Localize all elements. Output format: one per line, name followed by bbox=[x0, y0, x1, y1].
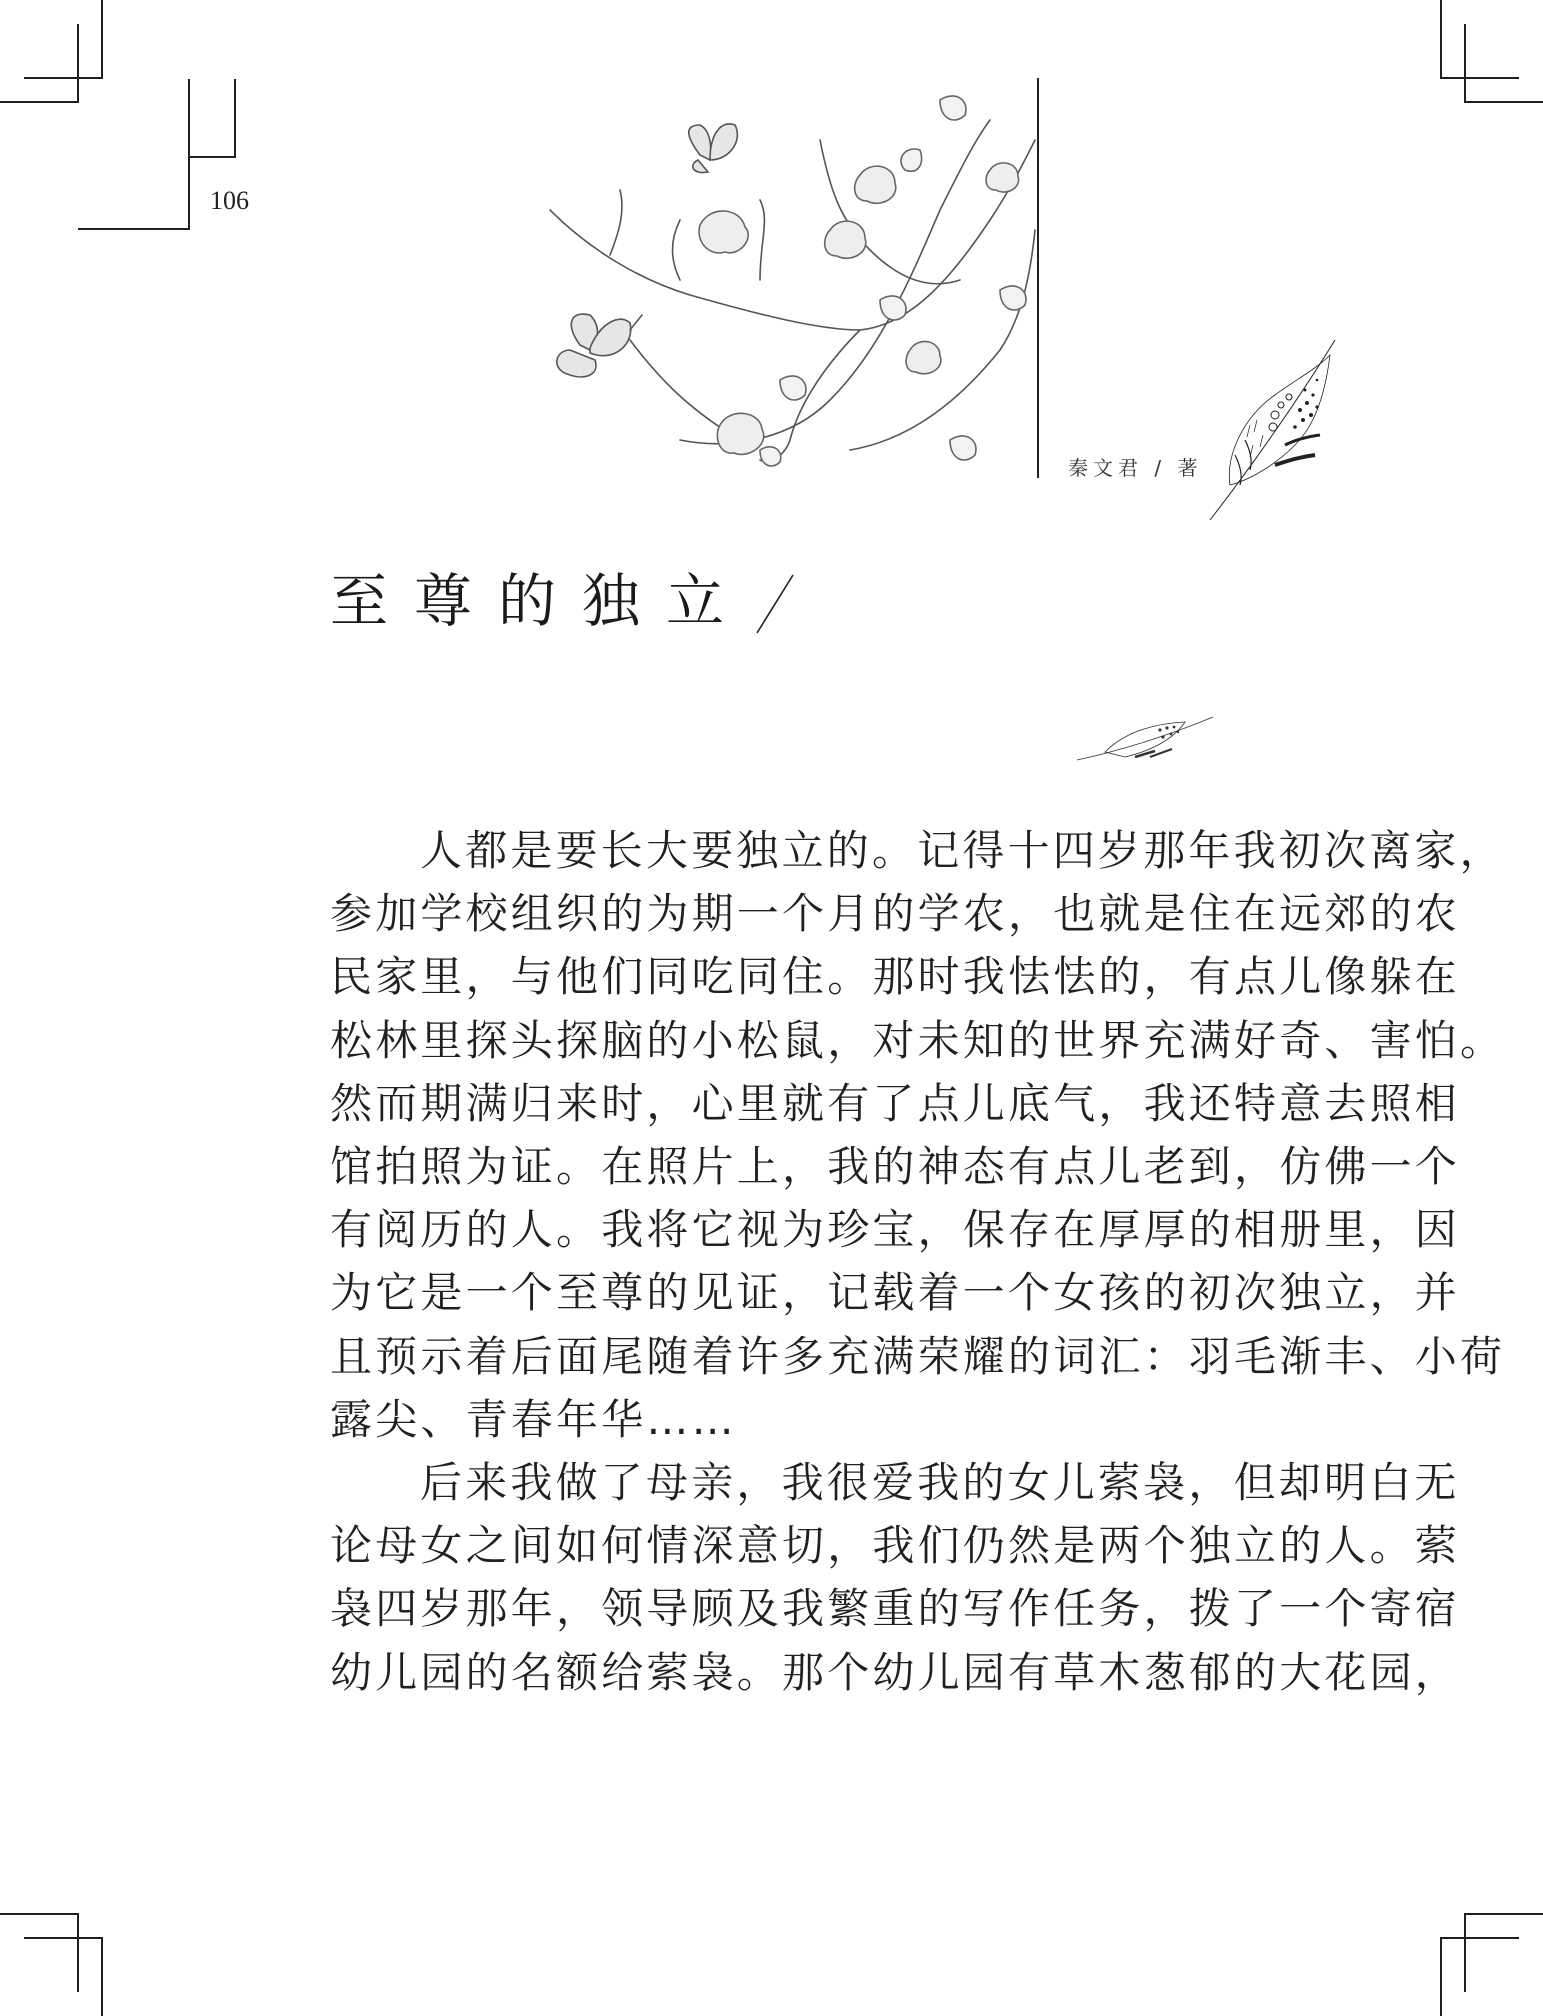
crop-mark bbox=[0, 1913, 79, 1915]
text-line: 后来我做了母亲，我很爱我的女儿萦袅，但却明白无 bbox=[420, 1458, 1460, 1508]
text-line: 露尖、青春年华…… bbox=[330, 1394, 737, 1444]
crop-mark bbox=[1440, 1937, 1519, 1939]
crop-mark bbox=[1440, 0, 1442, 79]
crop-mark bbox=[1464, 24, 1466, 103]
crop-mark bbox=[188, 79, 190, 230]
text-line: 且预示着后面尾随着许多充满荣耀的词汇：羽毛渐丰、小荷 bbox=[330, 1331, 1506, 1381]
page-title: 至尊的独立 bbox=[330, 567, 751, 635]
crop-mark bbox=[101, 0, 103, 79]
crop-mark bbox=[0, 101, 79, 103]
text-line: 论母女之间如何情深意切，我们仍然是两个独立的人。萦 bbox=[330, 1521, 1461, 1571]
crop-mark bbox=[1464, 1913, 1543, 1915]
text-line: 为它是一个至尊的见证，记载着一个女孩的初次独立，并 bbox=[330, 1268, 1461, 1318]
text-line: 幼儿园的名额给萦袅。那个幼儿园有草木葱郁的大花园， bbox=[330, 1647, 1461, 1697]
flowers bbox=[699, 163, 1019, 455]
crop-mark bbox=[24, 1937, 103, 1939]
text-line: 人都是要长大要独立的。记得十四岁那年我初次离家， bbox=[420, 826, 1505, 875]
butterfly-icon bbox=[557, 314, 642, 377]
crop-mark bbox=[24, 77, 103, 79]
feather-icon bbox=[1205, 335, 1340, 525]
illustration-flowers-butterflies bbox=[530, 80, 1038, 480]
crop-mark bbox=[101, 1937, 103, 2016]
text-line: 松林里探头探脑的小松鼠，对未知的世界充满好奇、害怕。 bbox=[330, 1015, 1506, 1065]
crop-mark bbox=[77, 24, 79, 103]
crop-mark bbox=[1464, 101, 1543, 103]
crop-mark bbox=[1440, 1937, 1442, 2016]
paragraph-1 bbox=[330, 819, 1506, 1451]
crop-mark bbox=[188, 156, 236, 158]
feather-icon-small bbox=[1075, 712, 1215, 767]
article-body bbox=[330, 819, 1506, 1704]
vine-branches bbox=[550, 120, 1035, 461]
title-slash-icon bbox=[755, 573, 795, 635]
paragraph-2 bbox=[330, 1451, 1461, 1704]
author-byline: 秦文君 / 著 bbox=[1068, 456, 1203, 480]
text-line: 有阅历的人。我将它视为珍宝，保存在厚厚的相册里，因 bbox=[330, 1205, 1461, 1255]
crop-mark bbox=[1464, 1913, 1466, 1992]
crop-mark bbox=[77, 1913, 79, 1992]
text-line: 馆拍照为证。在照片上，我的神态有点儿老到，仿佛一个 bbox=[330, 1142, 1461, 1192]
crop-mark bbox=[234, 79, 236, 158]
page-number: 106 bbox=[210, 186, 249, 215]
crop-mark bbox=[1440, 77, 1519, 79]
vertical-rule bbox=[1037, 78, 1039, 478]
crop-mark bbox=[78, 228, 190, 230]
butterfly-icon bbox=[689, 124, 738, 173]
text-line: 民家里，与他们同吃同住。那时我怯怯的，有点儿像躲在 bbox=[330, 952, 1461, 1002]
text-line: 参加学校组织的为期一个月的学农，也就是住在远郊的农 bbox=[330, 889, 1461, 939]
text-line: 袅四岁那年，领导顾及我繁重的写作任务，拨了一个寄宿 bbox=[330, 1584, 1461, 1634]
text-line: 然而期满归来时，心里就有了点儿底气，我还特意去照相 bbox=[330, 1078, 1461, 1128]
